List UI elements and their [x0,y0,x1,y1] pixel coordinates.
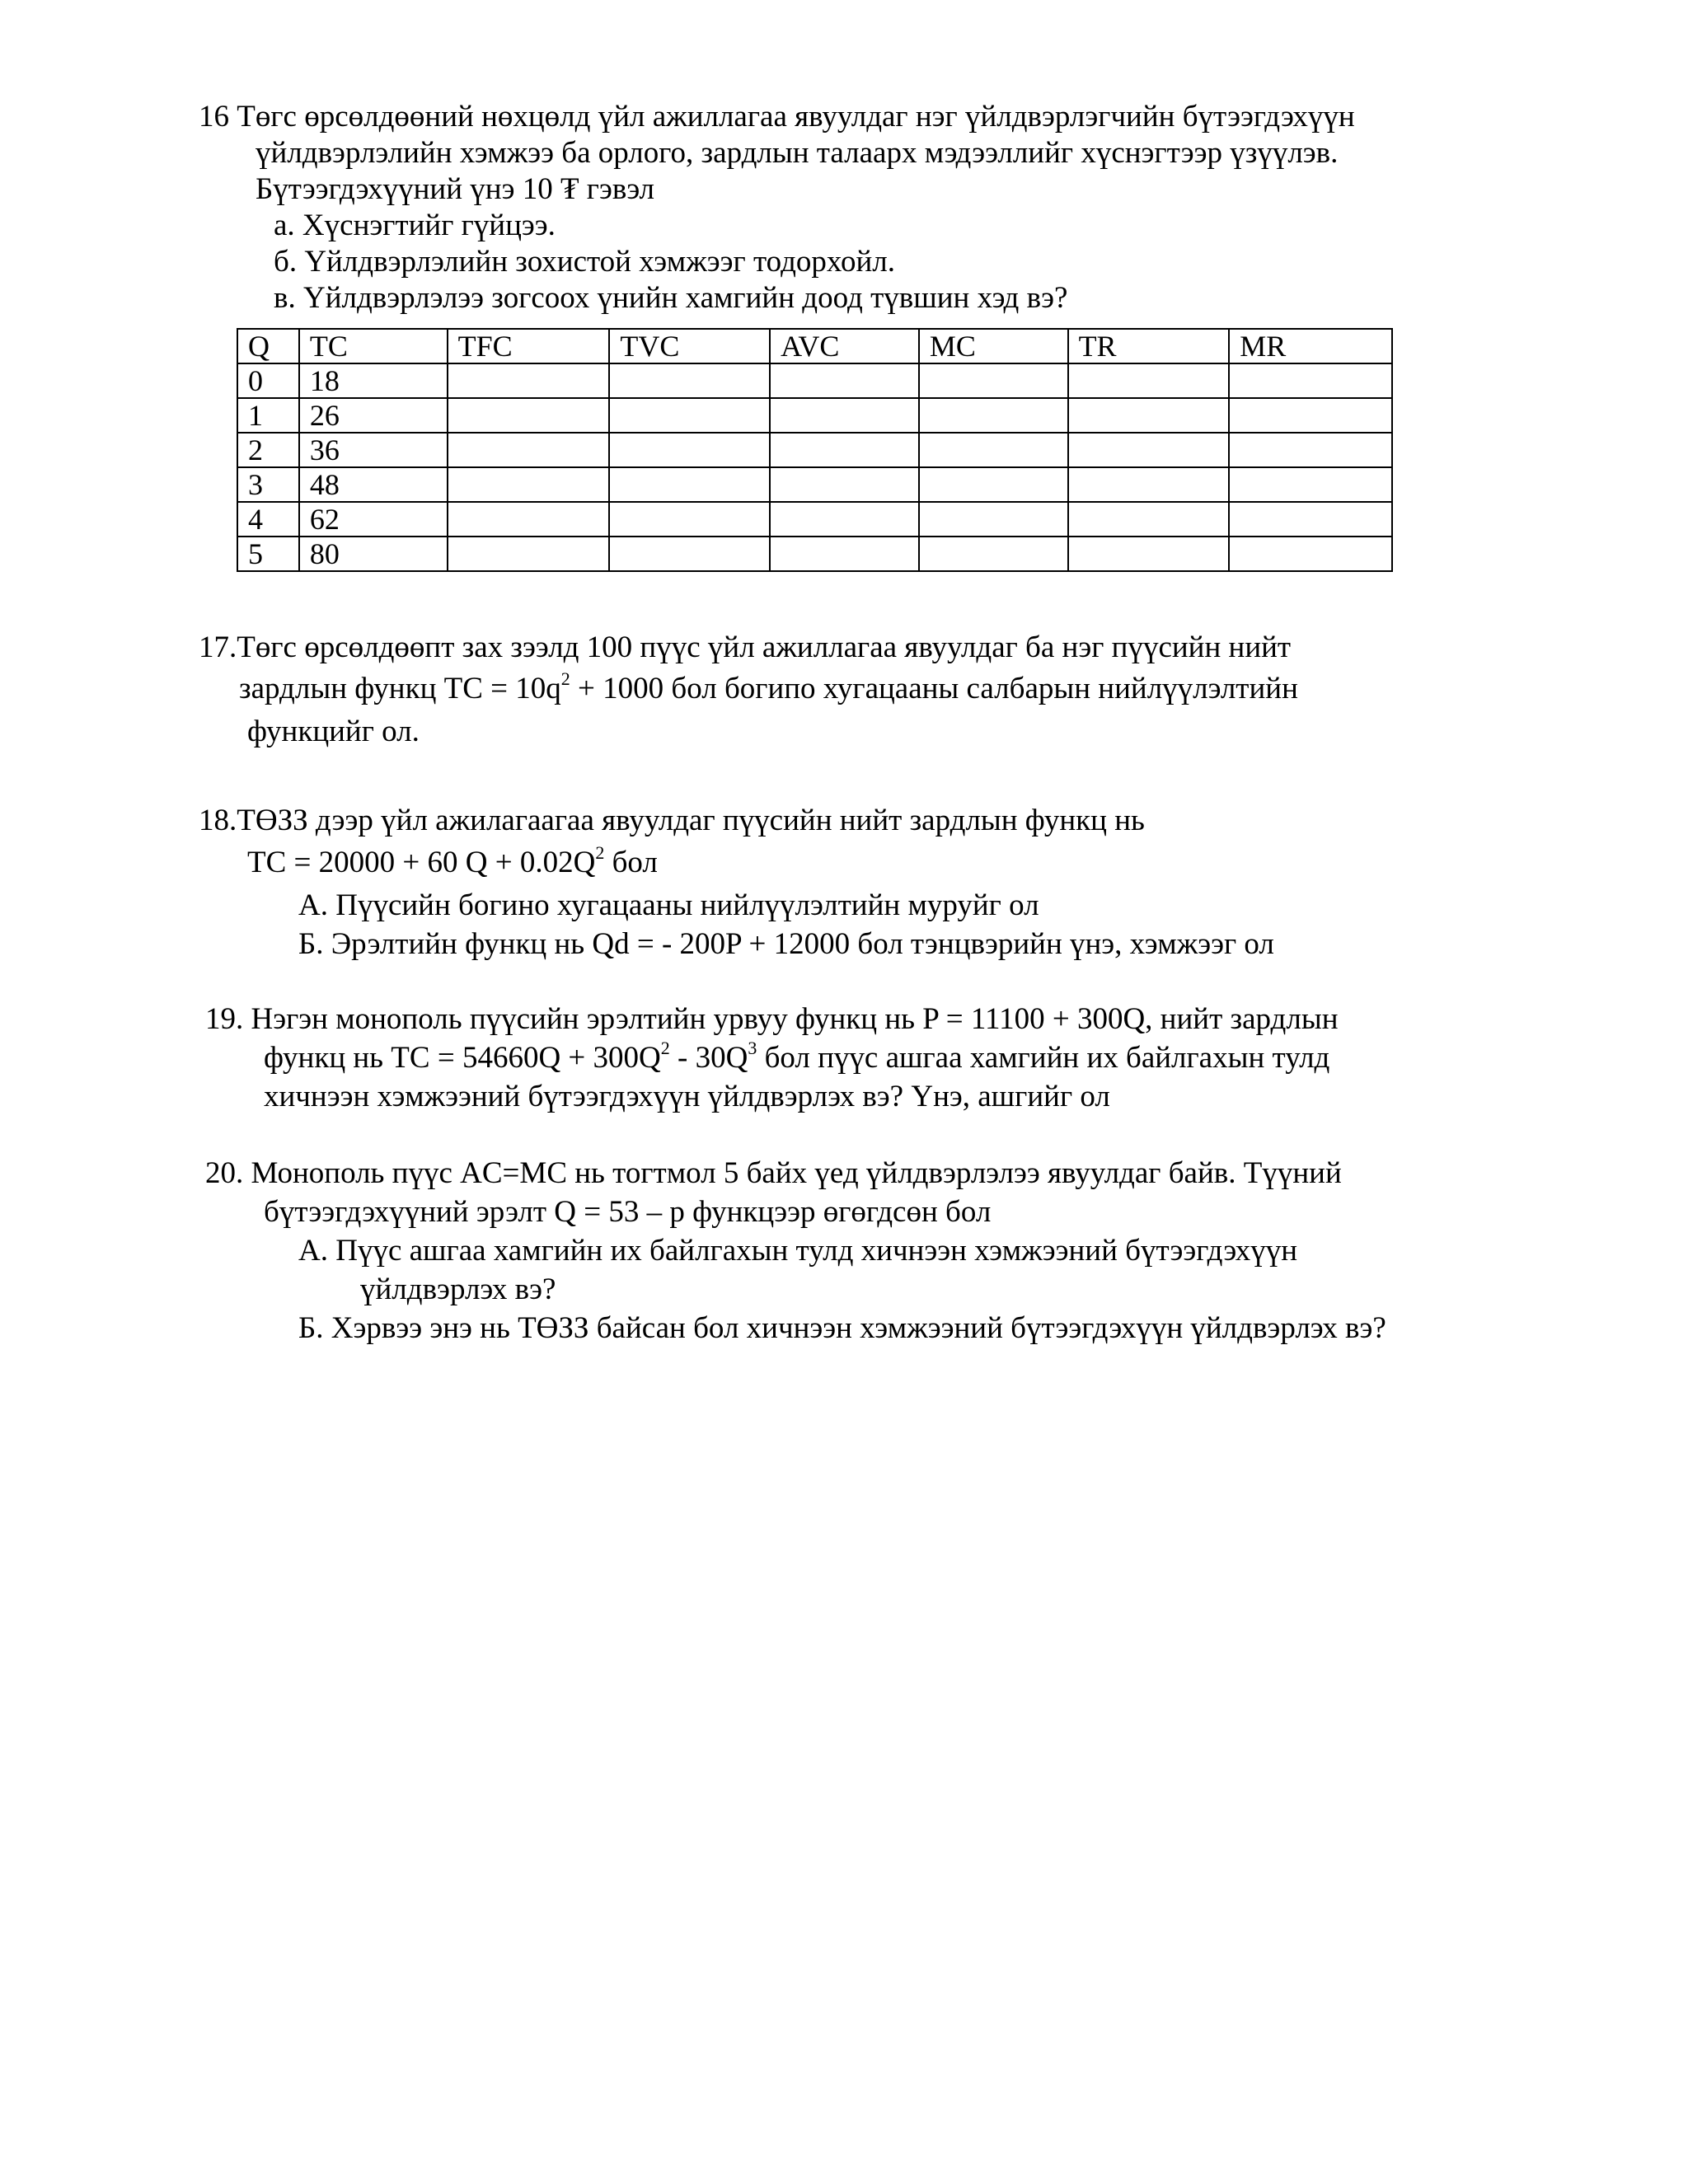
table-cell [1229,537,1392,571]
problem-20-line-2: бүтээгдэхүүний эрэлт Q = 53 – p функцээр өгөгдсөн бол [264,1195,992,1229]
problem-20-item-b: Б. Хэрвээ энэ нь ТӨЗЗ байсан бол хичнээн хэмжээний бүтээгдэхүүн үйлдвэрлэх вэ? [298,1311,1386,1345]
table-cell [919,537,1068,571]
table-header-cell: TC [299,329,448,363]
table-cell [448,467,610,502]
table-cell: 18 [299,363,448,398]
problem-18-exponent: 2 [595,841,605,863]
table-cell [770,398,919,433]
problem-17-line-3: функцийг ол. [247,715,420,748]
problem-20-item-a-line-1: А. Пүүс ашгаа хамгийн их байлгахын тулд хичнээн хэмжээний бүтээгдэхүүн [298,1234,1298,1268]
table-cell: 36 [299,433,448,467]
problem-19-formula-pre: функц нь TC = 54660Q + 300Q [264,1041,661,1075]
problem-19-line-3: хичнээн хэмжээний бүтээгдэхүүн үйлдвэрлэх вэ? Үнэ, ашгийг ол [264,1080,1110,1113]
table-header-cell: TR [1068,329,1230,363]
problem-18-item-a: А. Пүүсийн богино хугацааны нийлүүлэлтийн муруйг ол [298,888,1039,922]
table-cell [1068,398,1230,433]
table-header-cell: AVC [770,329,919,363]
cost-revenue-table [237,328,1393,572]
table-cell: 1 [237,398,299,433]
table-cell [770,363,919,398]
table-header-cell: TFC [448,329,610,363]
table-cell [1068,363,1230,398]
problem-19-line-1: 19. Нэгэн монополь пүүсийн эрэлтийн урвуу функц нь P = 11100 + 300Q, нийт зардлын [205,1002,1339,1036]
table-header-cell: TVC [609,329,770,363]
problem-17-formula-pre: зардлын функц TC = 10q [239,672,561,705]
table-cell [609,363,770,398]
table-header-cell: MR [1229,329,1392,363]
problem-17-line-1: 17.Төгс өрсөлдөөпт зах зээлд 100 пүүс үйл ажиллагаа явуулдаг ба нэг пүүсийн нийт [199,630,1292,664]
table-cell [1229,433,1392,467]
problem-17-line-2 [239,668,1298,707]
problem-18-formula-pre: TC = 20000 + 60 Q + 0.02Q [247,846,596,879]
table-cell [1068,537,1230,571]
table-cell [1229,502,1392,537]
table-row [237,363,1392,398]
table-cell: 62 [299,502,448,537]
table-cell [609,433,770,467]
table-cell [609,398,770,433]
problem-20-line-1: 20. Монополь пүүс AC=MC нь тогтмол 5 байх үед үйлдвэрлэлээ явуулдаг байв. Түүний [205,1156,1342,1190]
table-cell [1229,467,1392,502]
problem-18-formula-post: бол [604,846,658,879]
problem-20-item-a-line-2: үйлдвэрлэх вэ? [360,1272,556,1306]
table-cell [919,363,1068,398]
table-cell [770,467,919,502]
table-cell [448,433,610,467]
table-cell [770,502,919,537]
table-cell [448,363,610,398]
problem-19-formula-post: бол пүүс ашгаа хамгийн их байлгахын тулд [757,1041,1330,1075]
table-cell: 80 [299,537,448,571]
table-cell [1068,433,1230,467]
table-cell [770,537,919,571]
table-row [237,467,1392,502]
table-cell [1229,398,1392,433]
table-header-cell: Q [237,329,299,363]
table-cell: 48 [299,467,448,502]
problem-19-exponent-2: 2 [660,1037,670,1058]
table-cell [609,537,770,571]
problem-16-line-3: Бүтээгдэхүүний үнэ 10 ₮ гэвэл [256,172,654,206]
table-cell [770,433,919,467]
table-cell [1229,363,1392,398]
table-row [237,502,1392,537]
table-cell: 3 [237,467,299,502]
table-cell [448,537,610,571]
problem-16-line-2: үйлдвэрлэлийн хэмжээ ба орлого, зардлын талаарх мэдээллийг хүснэгтээр үзүүлэв. [256,136,1339,170]
table-cell: 0 [237,363,299,398]
problem-19-exponent-3: 3 [748,1037,757,1058]
problem-18-item-b: Б. Эрэлтийн функц нь Qd = - 200P + 12000 бол тэнцвэрийн үнэ, хэмжээг ол [298,927,1274,961]
table-cell [919,467,1068,502]
problem-16-item-b: б. Үйлдвэрлэлийн зохистой хэмжээг тодорхойл. [274,245,896,279]
problem-16-item-a: а. Хүснэгтийг гүйцээ. [274,209,556,242]
table-cell: 4 [237,502,299,537]
problem-18-line-1: 18.ТӨЗЗ дээр үйл ажилагаагаа явуулдаг пүүсийн нийт зардлын функц нь [199,804,1145,837]
table-cell [919,398,1068,433]
table-cell [919,502,1068,537]
table-cell [1068,502,1230,537]
problem-17-formula-post: + 1000 бол богипо хугацааны салбарын нийлүүлэлтийн [570,672,1298,705]
table-cell: 2 [237,433,299,467]
table-cell: 26 [299,398,448,433]
table-cell [919,433,1068,467]
table-header-cell: MC [919,329,1068,363]
problem-17-exponent: 2 [560,668,570,689]
problem-16-line-1: 16 Төгс өрсөлдөөний нөхцөлд үйл ажиллагаа явуулдаг нэг үйлдвэрлэгчийн бүтээгдэхүүн [199,100,1355,134]
problem-19-line-2 [264,1037,1330,1076]
table-cell [448,502,610,537]
table-row [237,398,1392,433]
table-header-row [237,329,1392,363]
problem-18-line-2 [247,841,658,881]
table-cell [1068,467,1230,502]
table-cell [609,467,770,502]
table-cell [609,502,770,537]
table-row [237,433,1392,467]
problem-16-item-c: в. Үйлдвэрлэлээ зогсоох үнийн хамгийн доод түвшин хэд вэ? [274,281,1068,315]
table-cell: 5 [237,537,299,571]
problem-19-formula-mid: - 30Q [669,1041,748,1075]
table-cell [448,398,610,433]
table-row [237,537,1392,571]
